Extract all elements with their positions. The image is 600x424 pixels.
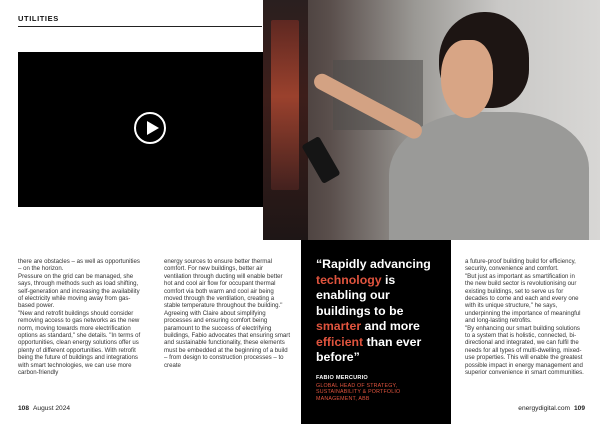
folio-left: [18, 405, 70, 412]
quote-author-role: GLOBAL HEAD OF STRATEGY, SUSTAINABILITY & PORTFOLIO MANAGEMENT, ABB: [316, 382, 401, 402]
page-number-left: 108: [18, 405, 30, 412]
pull-quote-text: [316, 257, 437, 366]
quote-author-name: FABIO MERCURIO: [316, 374, 368, 381]
body-column-1: [18, 258, 144, 377]
play-icon: [145, 121, 159, 135]
column-1-text: there are obstacles – as well as opportunities – on the horizon. Pressure on the grid can be managed, she says, through methods such as load shifting, self-generation and increasing the availability of electricity while moving away from gas-based power. "New and retrofit buildings should consider removing access to gas networks as the new norm, moving towards more electrification options as standard," she details. "In terms of opportunities, clean energy solutions offer us plenty of different opportunities. With retrofit being the future of buildings and integrations with smart technologies, we can use more carbon-friendly: [18, 258, 141, 377]
section-label: UTILITIES: [18, 14, 59, 23]
person-face: [441, 40, 493, 118]
page-number-right: 109: [573, 405, 585, 412]
pull-quote: [301, 240, 451, 424]
quote-segment: and more: [361, 319, 420, 333]
quote-segment: than ever before”: [316, 334, 422, 364]
play-button[interactable]: [134, 112, 166, 144]
screen-glow: [271, 20, 299, 190]
quote-segment: is enabling our buildings to be: [316, 272, 404, 318]
hero-photo: [263, 0, 600, 240]
body-column-4: [465, 258, 585, 377]
site-url[interactable]: energydigital.com: [518, 405, 570, 412]
quote-highlight-smarter: smarter: [316, 319, 362, 333]
quote-segment: “Rapidly advancing: [316, 257, 431, 271]
column-2-text: energy sources to ensure better thermal comfort. For new buildings, better air ventilation through ducting will enable better hot and cool air flow for occupant thermal comfort via both warm and cool air being moved through the ventilation, creating a stable temperature throughout the building." Agreeing with Claire about simplifying processes and ensuring comfort being paramount to the success of electrifying buildings, Fabio advocates that ensuring smart and sustainable functionality, these elements must be embedded at the beginning of a build – from design to construction processes – to create: [164, 258, 291, 369]
quote-highlight-efficient: efficient: [316, 334, 364, 349]
section-divider: [18, 26, 262, 27]
issue-date: August 2024: [33, 405, 71, 412]
video-player[interactable]: [18, 52, 283, 207]
quote-highlight-technology: technology: [316, 272, 382, 287]
folio-right: [518, 405, 585, 412]
column-4-text: a future-proof building build for efficiency, security, convenience and comfort. "But just as important as smartification in the new build sector is revolutionising our existing buildings, set to serve us for decades to come and each and every one with its unique structure," he says, underpinning the importance of meaningful and long-lasting retrofits. "By enhancing our smart building solutions to a system that is holistic, connected, bi-directional and integrated, we can fulfil the needs for all types of multi-dwelling, mixed-use properties. This will enable the greatest possible impact in energy management and superior convenience in smart communities.: [465, 258, 584, 377]
body-column-2: [164, 258, 290, 369]
